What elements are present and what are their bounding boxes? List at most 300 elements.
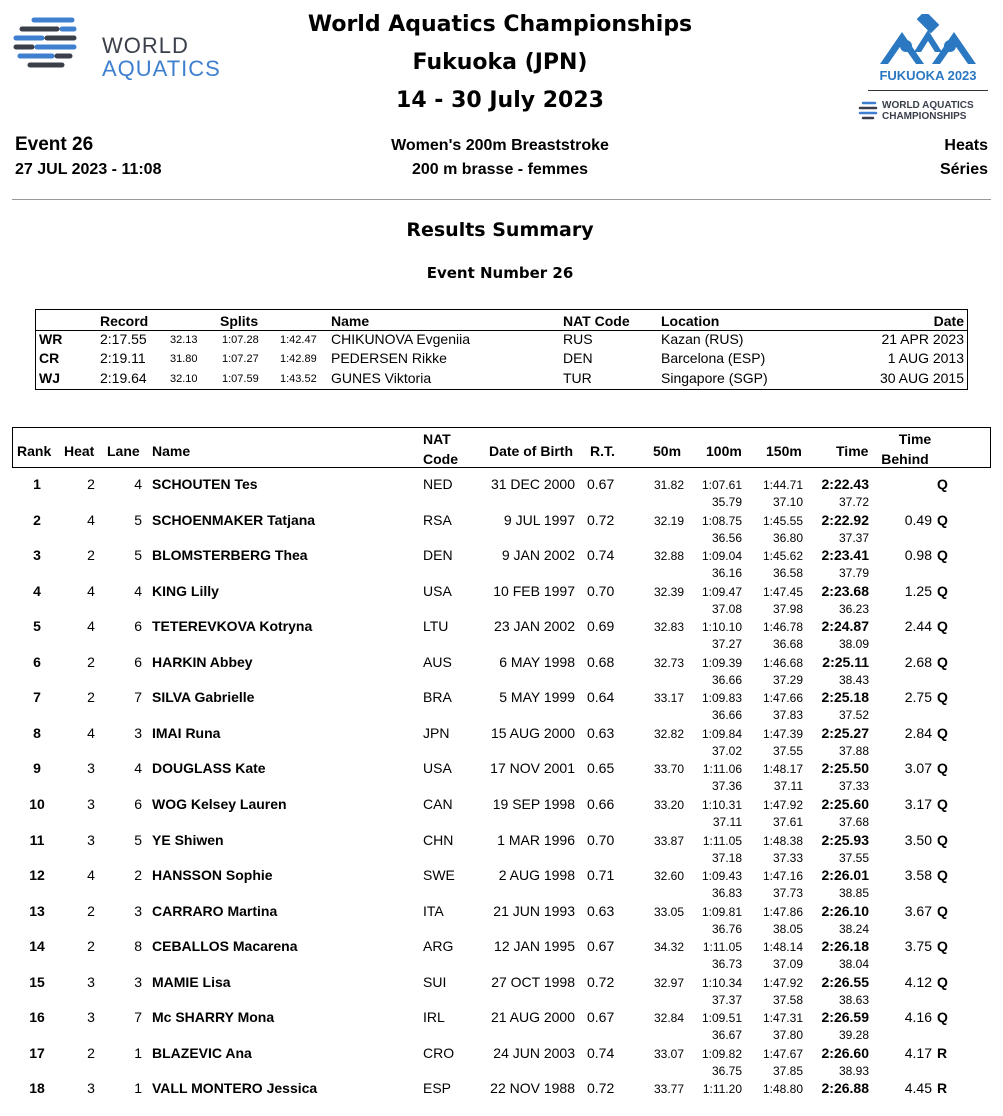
split-50m: 33.70 [653, 762, 684, 777]
lane: 8 [134, 938, 142, 955]
col-header-lane: Lane [107, 443, 140, 459]
date-of-birth: 5 MAY 1999 [499, 689, 575, 706]
lap-100m: 37.27 [711, 637, 742, 652]
date-of-birth: 6 MAY 1998 [499, 653, 575, 670]
lap-150m: 37.29 [772, 672, 803, 687]
col-header-nat-1: NAT [423, 431, 451, 447]
record-location: Singapore (SGP) [661, 370, 768, 386]
fukuoka-2023-logo [858, 14, 998, 124]
qualification-mark: Q [937, 902, 948, 919]
reaction-time: 0.67 [587, 1009, 615, 1026]
lap-200m: 39.28 [838, 1028, 869, 1043]
time-behind: 2.84 [904, 724, 932, 741]
record-type: WJ [39, 370, 60, 386]
record-time: 2:19.11 [100, 350, 146, 366]
reaction-time: 0.64 [587, 689, 615, 706]
split-100m: 1:09.04 [701, 549, 742, 564]
lane: 6 [134, 795, 142, 812]
col-header-dob: Date of Birth [489, 443, 573, 459]
time-behind: 0.98 [904, 547, 932, 564]
record-holder: CHIKUNOVA Evgeniia [331, 331, 471, 347]
time-behind: 1.25 [904, 582, 932, 599]
lane: 6 [134, 618, 142, 635]
split-50m: 32.82 [653, 726, 684, 741]
nat-code: NED [423, 476, 453, 492]
rank: 1 [33, 476, 41, 492]
time-behind: 3.58 [904, 867, 932, 884]
lap-150m: 37.58 [772, 992, 803, 1007]
date-of-birth: 15 AUG 2000 [490, 724, 575, 741]
final-time: 2:22.92 [821, 511, 869, 528]
heat: 4 [87, 867, 95, 884]
split-50m: 33.17 [653, 691, 684, 706]
event-name-en: Women's 200m Breaststroke [391, 137, 609, 154]
heat: 3 [87, 1009, 95, 1026]
date-of-birth: 9 JAN 2002 [501, 547, 575, 564]
championship-location: Fukuoka (JPN) [412, 50, 588, 75]
final-time: 2:25.27 [821, 724, 869, 741]
split-100m: 1:09.84 [701, 726, 742, 741]
qualification-mark: Q [937, 938, 948, 955]
record-split-50: 32.10 [170, 373, 198, 385]
final-time: 2:23.68 [821, 582, 869, 599]
heat: 4 [87, 724, 95, 741]
lap-200m: 38.09 [838, 637, 869, 652]
split-100m: 1:11.05 [702, 940, 742, 955]
lap-100m: 37.36 [711, 779, 742, 794]
final-time: 2:25.11 [822, 653, 869, 670]
championship-title: World Aquatics Championships [307, 12, 693, 37]
reaction-time: 0.70 [587, 831, 615, 848]
date-of-birth: 21 AUG 2000 [490, 1009, 575, 1026]
reaction-time: 0.63 [587, 724, 615, 741]
heat: 2 [87, 476, 95, 492]
heat: 3 [87, 831, 95, 848]
split-150m: 1:47.66 [762, 691, 803, 706]
lap-150m: 37.85 [772, 1063, 803, 1078]
heat: 2 [87, 1044, 95, 1061]
split-50m: 31.82 [653, 478, 684, 492]
record-split-100: 1:07.28 [222, 334, 259, 346]
rank: 11 [29, 831, 45, 848]
event-phase-fr: Séries [939, 161, 988, 178]
nat-code: CAN [423, 795, 453, 812]
col-header-100m: 100m [706, 443, 742, 459]
heat: 3 [87, 973, 95, 990]
records-header-record: Record [100, 313, 149, 329]
qualification-mark: Q [937, 1009, 948, 1026]
col-header-behind-1: Time [898, 431, 932, 447]
record-type: CR [39, 350, 60, 366]
record-split-100: 1:07.59 [222, 373, 259, 385]
reaction-time: 0.72 [587, 1080, 615, 1097]
reaction-time: 0.63 [587, 902, 615, 919]
lap-200m: 38.85 [838, 886, 869, 901]
record-split-50: 31.80 [170, 353, 198, 365]
record-location: Barcelona (ESP) [661, 350, 766, 366]
split-100m: 1:09.83 [701, 691, 742, 706]
table-row [0, 1009, 1003, 1045]
qualification-mark: Q [937, 476, 948, 492]
final-time: 2:22.43 [821, 476, 869, 492]
lane: 1 [134, 1044, 142, 1061]
lap-200m: 36.23 [838, 601, 869, 616]
split-50m: 32.60 [653, 869, 684, 884]
qualification-mark: Q [937, 582, 948, 599]
record-date: 21 APR 2023 [881, 331, 964, 347]
org-line-1: WORLD [102, 33, 189, 58]
split-100m: 1:09.51 [701, 1011, 742, 1026]
nat-code: IRL [423, 1009, 445, 1026]
heat: 2 [87, 547, 95, 564]
final-time: 2:25.60 [821, 795, 869, 812]
qualification-mark: Q [937, 689, 948, 706]
reaction-time: 0.66 [587, 795, 615, 812]
lap-200m: 37.52 [838, 708, 869, 723]
split-50m: 32.73 [653, 655, 684, 670]
rank: 14 [29, 938, 45, 955]
time-behind: 4.12 [904, 973, 932, 990]
time-behind: 4.17 [904, 1044, 932, 1061]
record-nat: DEN [563, 350, 593, 366]
qualification-mark: R [937, 1044, 948, 1061]
rank: 17 [29, 1044, 45, 1061]
table-row [0, 583, 1003, 619]
split-100m: 1:09.47 [701, 584, 742, 599]
rank: 15 [29, 973, 45, 990]
reaction-time: 0.65 [587, 760, 615, 777]
lane: 5 [134, 511, 142, 528]
date-of-birth: 10 FEB 1997 [493, 582, 575, 599]
final-time: 2:26.18 [821, 938, 869, 955]
athlete-name: WOG Kelsey Lauren [152, 795, 287, 812]
lane: 7 [134, 1009, 142, 1026]
athlete-name: IMAI Runa [152, 724, 221, 741]
lane: 4 [134, 760, 142, 777]
split-150m: 1:45.55 [762, 513, 803, 528]
lap-150m: 37.61 [772, 814, 803, 829]
lap-100m: 35.79 [711, 495, 742, 509]
lap-200m: 37.88 [838, 743, 869, 758]
lap-150m: 38.05 [772, 921, 803, 936]
lap-150m: 36.80 [772, 530, 803, 545]
lap-150m: 37.98 [772, 601, 803, 616]
nat-code: RSA [423, 511, 452, 528]
athlete-name: HARKIN Abbey [152, 653, 253, 670]
rank: 5 [33, 618, 41, 635]
header-divider [12, 199, 991, 200]
lap-100m: 37.18 [711, 850, 742, 865]
table-row [0, 974, 1003, 1010]
athlete-name: KING Lilly [152, 582, 219, 599]
split-150m: 1:47.31 [762, 1011, 803, 1026]
col-header-rt: R.T. [590, 443, 615, 459]
date-of-birth: 12 JAN 1995 [494, 938, 575, 955]
qualification-mark: Q [937, 653, 948, 670]
time-behind: 3.50 [904, 831, 932, 848]
date-of-birth: 23 JAN 2002 [494, 618, 575, 635]
col-header-heat: Heat [64, 443, 95, 459]
lane: 7 [134, 689, 142, 706]
heat: 2 [87, 689, 95, 706]
qualification-mark: Q [937, 760, 948, 777]
athlete-name: SCHOUTEN Tes [152, 476, 258, 492]
date-of-birth: 22 NOV 1988 [490, 1080, 575, 1097]
lap-100m: 36.56 [711, 530, 742, 545]
record-holder: GUNES Viktoria [331, 370, 432, 386]
records-header-location: Location [661, 313, 720, 329]
split-50m: 32.88 [653, 549, 684, 564]
reaction-time: 0.67 [587, 938, 615, 955]
rank: 12 [29, 867, 45, 884]
date-of-birth: 21 JUN 1993 [493, 902, 575, 919]
split-150m: 1:47.16 [762, 869, 803, 884]
lane: 2 [134, 867, 142, 884]
reaction-time: 0.67 [587, 476, 615, 492]
results-summary-title: Results Summary [406, 219, 594, 241]
reaction-time: 0.72 [587, 973, 615, 990]
athlete-name: DOUGLASS Kate [152, 760, 266, 777]
split-100m: 1:10.10 [701, 620, 742, 635]
time-behind: 4.45 [904, 1080, 932, 1097]
time-behind: 3.67 [904, 902, 932, 919]
world-aquatics-small-icon [858, 100, 880, 125]
lap-150m: 37.83 [772, 708, 803, 723]
table-row [0, 832, 1003, 868]
split-100m: 1:07.61 [701, 478, 742, 492]
record-nat: TUR [563, 370, 592, 386]
reaction-time: 0.74 [587, 547, 615, 564]
championship-dates: 14 - 30 July 2023 [396, 88, 604, 113]
record-date: 1 AUG 2013 [887, 350, 964, 366]
athlete-name: SCHOENMAKER Tatjana [152, 511, 316, 528]
nat-code: SUI [423, 973, 447, 990]
split-100m: 1:11.06 [702, 762, 742, 777]
final-time: 2:23.41 [821, 547, 869, 564]
lap-100m: 37.37 [711, 992, 742, 1007]
lane: 4 [134, 476, 142, 492]
split-100m: 1:10.31 [701, 797, 742, 812]
athlete-name: TETEREVKOVA Kotryna [152, 618, 313, 635]
split-150m: 1:47.45 [762, 584, 803, 599]
split-150m: 1:48.38 [762, 833, 803, 848]
split-100m: 1:10.34 [701, 975, 742, 990]
split-50m: 32.39 [653, 584, 684, 599]
final-time: 2:26.60 [821, 1044, 869, 1061]
rank: 6 [33, 653, 41, 670]
heat: 2 [87, 653, 95, 670]
split-50m: 32.97 [653, 975, 684, 990]
time-behind: 3.17 [904, 795, 932, 812]
record-date: 30 AUG 2015 [879, 370, 964, 386]
nat-code: JPN [423, 724, 450, 741]
heat: 2 [87, 938, 95, 955]
col-header-50m: 50m [653, 443, 682, 459]
nat-code: AUS [423, 653, 452, 670]
record-nat: RUS [563, 331, 593, 347]
world-aquatics-wave-icon [12, 14, 82, 70]
qualification-mark: Q [937, 795, 948, 812]
qualification-mark: Q [937, 831, 948, 848]
date-of-birth: 2 AUG 1998 [498, 867, 575, 884]
world-aquatics-logo [12, 14, 252, 81]
lap-200m: 37.37 [838, 530, 869, 545]
table-row [0, 1045, 1003, 1081]
lap-150m: 37.55 [772, 743, 803, 758]
qualification-mark: Q [937, 973, 948, 990]
event-number: Event 26 [15, 134, 94, 155]
table-row [0, 725, 1003, 761]
heat: 2 [87, 902, 95, 919]
lane: 6 [134, 653, 142, 670]
lap-200m: 38.04 [838, 957, 869, 972]
final-time: 2:25.93 [821, 831, 869, 848]
table-row [0, 547, 1003, 583]
athlete-name: MAMIE Lisa [152, 973, 231, 990]
lap-150m: 37.11 [773, 779, 803, 794]
time-behind: 2.68 [904, 653, 932, 670]
split-50m: 32.84 [653, 1011, 684, 1026]
lap-100m: 36.67 [711, 1028, 742, 1043]
lap-200m: 37.79 [838, 566, 869, 581]
col-header-behind-2: Behind [881, 451, 929, 467]
lap-200m: 37.33 [838, 779, 869, 794]
rank: 3 [33, 547, 41, 564]
record-split-150: 1:42.89 [280, 353, 317, 365]
athlete-name: CEBALLOS Macarena [152, 938, 298, 955]
lap-150m: 37.73 [772, 886, 803, 901]
nat-code: USA [423, 760, 452, 777]
heat: 3 [87, 795, 95, 812]
lap-200m: 37.72 [838, 495, 869, 509]
lap-200m: 38.93 [838, 1063, 869, 1078]
table-row [0, 867, 1003, 903]
record-split-50: 32.13 [170, 334, 198, 346]
event-name-fr: 200 m brasse - femmes [411, 161, 589, 178]
table-row [0, 618, 1003, 654]
split-100m: 1:09.82 [701, 1046, 742, 1061]
date-of-birth: 1 MAR 1996 [497, 831, 575, 848]
lap-100m: 37.11 [712, 814, 742, 829]
rank: 13 [29, 902, 45, 919]
nat-code: ITA [423, 902, 444, 919]
final-time: 2:26.01 [821, 867, 869, 884]
split-100m: 1:09.39 [701, 655, 742, 670]
date-of-birth: 31 DEC 2000 [490, 476, 575, 492]
world-aquatics-wordmark [102, 34, 221, 80]
rank: 16 [29, 1009, 45, 1026]
event-phase-en: Heats [944, 137, 988, 154]
final-time: 2:26.55 [821, 973, 869, 990]
lap-100m: 36.66 [711, 708, 742, 723]
lap-100m: 36.16 [711, 566, 742, 581]
rank: 10 [29, 795, 45, 812]
table-row [0, 938, 1003, 974]
heat: 4 [87, 582, 95, 599]
record-time: 2:19.64 [100, 370, 147, 386]
table-row [0, 689, 1003, 725]
athlete-name: HANSSON Sophie [152, 867, 273, 884]
time-behind: 2.75 [904, 689, 932, 706]
col-header-time: Time [836, 443, 869, 459]
lap-100m: 36.66 [711, 672, 742, 687]
nat-code: CHN [423, 831, 454, 848]
col-header-rank: Rank [17, 443, 52, 459]
split-50m: 33.05 [653, 904, 684, 919]
lane: 5 [134, 831, 142, 848]
championships-wordmark [882, 100, 974, 122]
date-of-birth: 24 JUN 2003 [493, 1044, 575, 1061]
split-100m: 1:11.05 [702, 833, 742, 848]
split-150m: 1:47.92 [762, 975, 803, 990]
time-behind: 2.44 [904, 618, 932, 635]
rank: 2 [33, 511, 41, 528]
split-50m: 32.19 [653, 513, 684, 528]
split-100m: 1:11.20 [702, 1082, 742, 1097]
qualification-mark: Q [937, 867, 948, 884]
time-behind: 4.16 [904, 1009, 932, 1026]
rank: 7 [33, 689, 41, 706]
lap-100m: 36.83 [711, 886, 742, 901]
lap-150m: 36.58 [772, 566, 803, 581]
lap-100m: 36.75 [711, 1063, 742, 1078]
athlete-name: YE Shiwen [152, 831, 224, 848]
athlete-name: BLOMSTERBERG Thea [152, 547, 308, 564]
lap-200m: 38.63 [838, 992, 869, 1007]
org-line-2: AQUATICS [102, 56, 221, 81]
split-150m: 1:47.67 [762, 1046, 803, 1061]
final-time: 2:26.59 [821, 1009, 869, 1026]
nat-code: DEN [423, 547, 453, 564]
lap-150m: 37.80 [772, 1028, 803, 1043]
reaction-time: 0.69 [587, 618, 615, 635]
qualification-mark: R [937, 1080, 948, 1097]
heat: 3 [87, 760, 95, 777]
nat-code: ESP [423, 1080, 452, 1097]
date-of-birth: 9 JUL 1997 [503, 511, 575, 528]
final-time: 2:25.50 [821, 760, 869, 777]
rank: 9 [33, 760, 41, 777]
heat: 3 [87, 1080, 95, 1097]
heat: 4 [87, 618, 95, 635]
split-50m: 33.77 [653, 1082, 684, 1097]
records-header-nat: NAT Code [563, 313, 630, 329]
lane: 4 [134, 582, 142, 599]
qualification-mark: Q [937, 724, 948, 741]
athlete-name: Mc SHARRY Mona [152, 1009, 275, 1026]
lap-200m: 37.68 [838, 814, 869, 829]
reaction-time: 0.70 [587, 582, 615, 599]
time-behind: 3.07 [904, 760, 932, 777]
lane: 1 [134, 1080, 142, 1097]
record-holder: PEDERSEN Rikke [331, 350, 447, 366]
lap-100m: 36.76 [711, 921, 742, 936]
reaction-time: 0.72 [587, 511, 615, 528]
records-header-splits: Splits [220, 313, 259, 329]
reaction-time: 0.74 [587, 1044, 615, 1061]
lap-150m: 37.09 [772, 957, 803, 972]
record-location: Kazan (RUS) [661, 331, 744, 347]
qualification-mark: Q [937, 511, 948, 528]
lap-200m: 37.55 [838, 850, 869, 865]
event-number-label: Event Number 26 [426, 264, 574, 282]
nat-code: CRO [423, 1044, 455, 1061]
lane: 3 [134, 973, 142, 990]
final-time: 2:24.87 [821, 618, 869, 635]
athlete-name: CARRARO Martina [152, 902, 278, 919]
record-time: 2:17.55 [100, 331, 147, 347]
col-header-nat-2: Code [423, 451, 458, 467]
